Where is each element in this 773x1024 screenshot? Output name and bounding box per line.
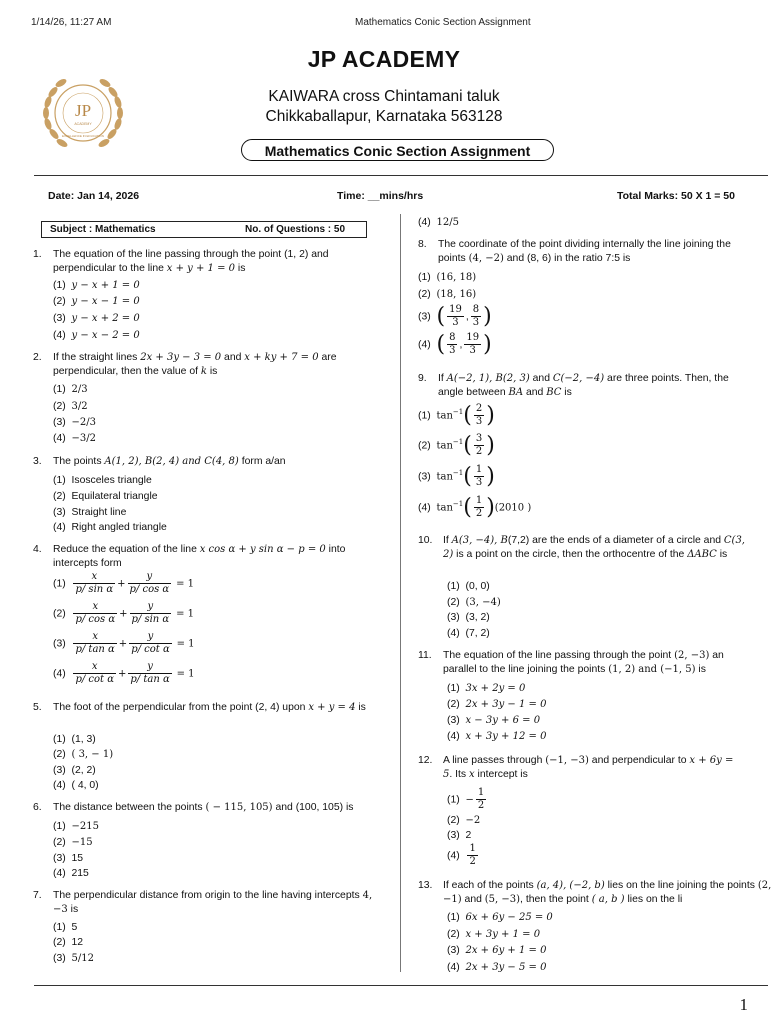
option: (2) $\frac{x}{\text{p/ cos α}}$ + $\frac{y}{\text{p/ sin α}}$ = 1 (53, 601, 194, 625)
logo-ring-text: EXCELLENCE IN EDUCATION (62, 134, 104, 138)
question-number: 4. (33, 544, 42, 555)
option: (2) y − x − 1 = 0 (53, 296, 140, 307)
option: (3) (3, 2) (447, 612, 490, 623)
option: (1) (16, 18) (418, 272, 477, 283)
question-number: 3. (33, 456, 42, 467)
option: (4) 215 (53, 868, 89, 879)
option: (1) 3x + 2y = 0 (447, 683, 526, 694)
option: (3) (2, 2) (53, 765, 96, 776)
print-title: Mathematics Conic Section Assignment (355, 17, 531, 28)
option: (2) Equilateral triangle (53, 491, 158, 502)
option: (4) Right angled triangle (53, 522, 167, 533)
option: (4) 12/5 (418, 217, 459, 228)
option: (4) $\frac{1}{2}$ (447, 843, 476, 867)
question-13 (418, 879, 772, 979)
logo-subtext: ACADEMY (74, 122, 92, 126)
question-text: A line passes through (−1, −3) and perpendicular to x + 6y = 5. Its x intercept is (443, 755, 734, 780)
option: (1) 2/3 (53, 384, 88, 395)
question-6 (33, 801, 393, 886)
total-marks: Total Marks: 50 X 1 = 50 (617, 190, 735, 202)
question-number: 13. (418, 880, 433, 891)
option: (1) $\frac{x}{\text{p/ sin α}}$ + $\frac{y}{\text{p/ cos α}}$ = 1 (53, 571, 194, 595)
assignment-title: Mathematics Conic Section Assignment (241, 139, 554, 161)
question-count: No. of Questions : 50 (245, 224, 346, 235)
question-5 (33, 701, 393, 796)
question-7 (33, 889, 393, 969)
option: (3) $\frac{x}{\text{p/ tan α}}$ + $\frac{y}{\text{p/ cot α}}$ = 1 (53, 631, 195, 655)
option: (3) ( $\frac{19}{3}$ , $\frac{8}{3}$ ) (418, 303, 492, 329)
print-datetime: 1/14/26, 11:27 AM (31, 17, 112, 28)
academy-name: JP ACADEMY (307, 46, 461, 72)
question-number: 9. (418, 373, 427, 384)
question-number: 6. (33, 802, 42, 813)
question-11 (418, 649, 758, 749)
question-number: 1. (33, 249, 42, 260)
address-line-1: KAIWARA cross Chintamani taluk (268, 88, 500, 105)
exam-date: Date: Jan 14, 2026 (48, 190, 140, 202)
subject-box (41, 221, 367, 238)
logo-text: JP (74, 101, 92, 120)
option: (2) (18, 16) (418, 289, 477, 300)
question-text: If the straight lines 2x + 3y − 3 = 0 and x + ky + 7 = 0 are perpendicular, then the value of k is (53, 352, 337, 377)
question-text: If A(−2, 1), B(2, 3) and C(−2, −4) are three points. Then, the angle between BA and BC is (438, 373, 729, 398)
option: (2) (3, −4) (447, 597, 501, 608)
option: (2) 2x + 3y − 1 = 0 (447, 699, 547, 710)
question-number: 11. (418, 650, 432, 661)
option: (1) y − x + 1 = 0 (53, 280, 140, 291)
option: (4) x + 3y + 12 = 0 (447, 731, 547, 742)
option: (4) (7, 2) (447, 628, 490, 639)
question-2 (33, 351, 393, 451)
question-12 (418, 754, 758, 874)
footer-divider (34, 985, 768, 986)
question-text: If each of the points (a, 4), (−2, b) lies on the line joining the points (2, −1) and (5, −3), then the point ( a, b ) lies on the li (443, 880, 772, 905)
option: (2) −15 (53, 837, 93, 848)
option: (3) 2x + 6y + 1 = 0 (447, 945, 547, 956)
option: (1) − $\frac{1}{2}$ (447, 787, 485, 811)
option: (3) 2 (447, 830, 472, 841)
question-1 (33, 248, 393, 348)
option: (2) −2 (447, 815, 481, 826)
question-10 (418, 534, 758, 644)
option: (4) 2x + 3y − 5 = 0 (447, 962, 547, 973)
question-text: The perpendicular distance from origin to the line having intercepts 4, −3 is (53, 890, 373, 915)
option: (1) $\tan^{-1}$( $\frac{2}{3}$ ) (418, 402, 495, 428)
question-text: The foot of the perpendicular from the point (2, 4) upon x + y = 4 is (53, 702, 366, 713)
question-4 (33, 543, 393, 693)
question-3 (33, 455, 393, 540)
question-text: The points A(1, 2), B(2, 4) and C(4, 8) form a/an (53, 456, 286, 467)
option: (3) $\tan^{-1}$( $\frac{1}{3}$ ) (418, 463, 495, 489)
option: (1) −215 (53, 821, 99, 832)
question-text: The coordinate of the point dividing internally the line joining the points (4, −2) and (8, 6) in the ratio 7:5 is (438, 239, 731, 264)
option: (2) $\tan^{-1}$( $\frac{3}{2}$ ) (418, 432, 495, 458)
question-text: The equation of the line passing through the point (1, 2) and perpendicular to the line x + y + 1 = 0 is (53, 249, 329, 274)
question-number: 7. (33, 890, 42, 901)
question-text: The distance between the points ( − 115, 105) and (100, 105) is (53, 802, 354, 813)
question-text: If A(3, −4), B(7,2) are the ends of a diameter of a circle and C(3, 2) is a point on the circle, then the orthocentre of the ΔABC is (443, 535, 745, 560)
question-text: The equation of the line passing through the point (2, −3) an parallel to the line joining the points (1, 2) and (−1, 5) is (443, 650, 724, 675)
question-number: 10. (418, 535, 433, 546)
question-text: Reduce the equation of the line x cos α + y sin α − p = 0 into intercepts form (53, 544, 346, 569)
question-8 (418, 238, 758, 363)
option: (3) 5/12 (53, 953, 94, 964)
option: (4) y − x − 2 = 0 (53, 330, 140, 341)
option: (4) ( 4, 0) (53, 780, 99, 791)
page-number: 1 (739, 995, 748, 1014)
option: (2) 3/2 (53, 401, 88, 412)
option: (1) 6x + 6y − 25 = 0 (447, 912, 553, 923)
option: (4) $\frac{x}{\text{p/ cot α}}$ + $\frac{y}{\text{p/ tan α}}$ = 1 (53, 661, 195, 685)
option: (1) Isosceles triangle (53, 475, 152, 486)
question-number: 5. (33, 702, 42, 713)
option: (2) x + 3y + 1 = 0 (447, 929, 541, 940)
option: (4) ( $\frac{8}{3}$ , $\frac{19}{3}$ ) (418, 331, 492, 357)
subject-label: Subject : Mathematics (50, 224, 156, 235)
option: (1) (0, 0) (447, 581, 490, 592)
option: (3) x − 3y + 6 = 0 (447, 715, 541, 726)
question-number: 8. (418, 239, 427, 250)
option: (2) ( 3, − 1) (53, 749, 114, 760)
header-divider (34, 175, 768, 176)
option: (4) −3/2 (53, 433, 96, 444)
option: (4) $\tan^{-1}$( $\frac{1}{2}$ )(2010 ) (418, 494, 532, 520)
option: (2) 12 (53, 937, 84, 948)
option: (3) −2/3 (53, 417, 96, 428)
question-number: 12. (418, 755, 433, 766)
option: (1) 5 (53, 922, 78, 933)
address-line-2: Chikkaballapur, Karnataka 563128 (265, 108, 503, 125)
question-number: 2. (33, 352, 42, 363)
column-divider (400, 214, 401, 972)
option: (3) Straight line (53, 507, 127, 518)
question-9 (418, 372, 758, 527)
option: (3) y − x + 2 = 0 (53, 313, 140, 324)
option: (3) 15 (53, 853, 84, 864)
option: (1) (1, 3) (53, 734, 96, 745)
exam-time: Time: __mins/hrs (337, 190, 424, 202)
